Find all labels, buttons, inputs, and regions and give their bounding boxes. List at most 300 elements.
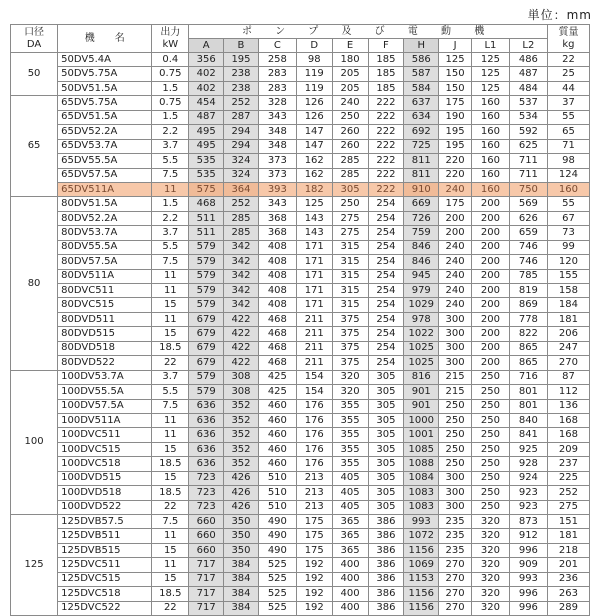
output-cell: 5.5 <box>152 240 189 254</box>
dim-h-cell: 1072 <box>404 529 439 543</box>
mass-cell: 218 <box>547 543 589 557</box>
dim-l2-cell: 912 <box>509 529 547 543</box>
dim-c-cell: 460 <box>258 413 296 427</box>
dim-j-cell: 300 <box>439 500 472 514</box>
dim-l1-cell: 200 <box>471 269 509 283</box>
output-cell: 18.5 <box>152 341 189 355</box>
dim-f-cell: 305 <box>368 442 404 456</box>
dim-b-cell: 426 <box>224 500 259 514</box>
dim-l1-cell: 200 <box>471 197 509 211</box>
dim-b-cell: 426 <box>224 471 259 485</box>
dim-h-cell: 979 <box>404 284 439 298</box>
dim-h-cell: 1153 <box>404 572 439 586</box>
dim-b-cell: 285 <box>224 211 259 225</box>
dim-h-cell: 1084 <box>404 471 439 485</box>
dim-e-cell: 405 <box>332 500 368 514</box>
dim-f-cell: 222 <box>368 125 404 139</box>
dim-c-cell: 460 <box>258 399 296 413</box>
dim-c-cell: 468 <box>258 312 296 326</box>
dim-a-cell: 579 <box>189 370 224 384</box>
diameter-cell: 50 <box>11 53 58 96</box>
dim-b-cell: 422 <box>224 356 259 370</box>
dim-d-cell: 143 <box>296 226 332 240</box>
dim-d-cell: 213 <box>296 471 332 485</box>
dim-a-cell: 679 <box>189 341 224 355</box>
dim-a-cell: 717 <box>189 572 224 586</box>
dim-l2-cell: 626 <box>509 211 547 225</box>
dim-l2-cell: 592 <box>509 125 547 139</box>
table-row <box>11 457 590 471</box>
dim-l1-cell: 125 <box>471 81 509 95</box>
model-cell: 65DV53.7A <box>58 139 152 153</box>
mass-cell: 25 <box>547 67 589 81</box>
header-output-unit: kW <box>162 38 179 50</box>
dim-h-cell: 1156 <box>404 543 439 557</box>
mass-cell: 55 <box>547 197 589 211</box>
table-row <box>11 500 590 514</box>
dim-e-cell: 315 <box>332 255 368 269</box>
dim-h-cell: 726 <box>404 211 439 225</box>
dim-e-cell: 240 <box>332 96 368 110</box>
dim-a-cell: 579 <box>189 385 224 399</box>
header-col-h: H <box>404 39 439 53</box>
dim-e-cell: 400 <box>332 587 368 601</box>
dim-a-cell: 468 <box>189 197 224 211</box>
dim-b-cell: 422 <box>224 341 259 355</box>
dim-j-cell: 300 <box>439 486 472 500</box>
dim-b-cell: 352 <box>224 457 259 471</box>
dim-c-cell: 258 <box>258 53 296 67</box>
dim-l2-cell: 923 <box>509 486 547 500</box>
dim-e-cell: 285 <box>332 168 368 182</box>
dim-b-cell: 252 <box>224 96 259 110</box>
dim-l1-cell: 200 <box>471 240 509 254</box>
dim-l2-cell: 801 <box>509 385 547 399</box>
table-row <box>11 341 590 355</box>
dim-b-cell: 384 <box>224 572 259 586</box>
table-row <box>11 486 590 500</box>
dim-d-cell: 125 <box>296 197 332 211</box>
header-col-j: J <box>439 39 472 53</box>
dim-b-cell: 352 <box>224 399 259 413</box>
table-row <box>11 385 590 399</box>
output-cell: 0.75 <box>152 96 189 110</box>
output-cell: 11 <box>152 428 189 442</box>
dim-a-cell: 679 <box>189 356 224 370</box>
dim-f-cell: 386 <box>368 601 404 615</box>
model-cell: 125DVB57.5 <box>58 515 152 529</box>
dim-c-cell: 408 <box>258 269 296 283</box>
dim-l1-cell: 320 <box>471 558 509 572</box>
dim-f-cell: 254 <box>368 284 404 298</box>
dim-j-cell: 150 <box>439 67 472 81</box>
dim-d-cell: 211 <box>296 327 332 341</box>
dim-l1-cell: 200 <box>471 284 509 298</box>
dim-a-cell: 660 <box>189 515 224 529</box>
header-col-b: B <box>224 39 259 53</box>
dim-j-cell: 240 <box>439 269 472 283</box>
dim-c-cell: 373 <box>258 154 296 168</box>
dim-l1-cell: 160 <box>471 110 509 124</box>
dim-f-cell: 386 <box>368 572 404 586</box>
dim-f-cell: 305 <box>368 486 404 500</box>
dim-a-cell: 535 <box>189 154 224 168</box>
dim-b-cell: 384 <box>224 558 259 572</box>
mass-cell: 270 <box>547 356 589 370</box>
dim-c-cell: 425 <box>258 370 296 384</box>
dim-d-cell: 213 <box>296 486 332 500</box>
dim-h-cell: 1025 <box>404 356 439 370</box>
dim-l1-cell: 250 <box>471 428 509 442</box>
dim-f-cell: 254 <box>368 327 404 341</box>
dim-l2-cell: 537 <box>509 96 547 110</box>
mass-cell: 236 <box>547 572 589 586</box>
dim-e-cell: 405 <box>332 486 368 500</box>
dim-j-cell: 240 <box>439 284 472 298</box>
dim-c-cell: 393 <box>258 182 296 196</box>
model-cell: 80DV53.7A <box>58 226 152 240</box>
dim-h-cell: 811 <box>404 168 439 182</box>
dim-b-cell: 238 <box>224 67 259 81</box>
dim-f-cell: 305 <box>368 385 404 399</box>
dim-l1-cell: 320 <box>471 587 509 601</box>
mass-cell: 225 <box>547 471 589 485</box>
model-cell: 100DV53.7A <box>58 370 152 384</box>
dim-h-cell: 1083 <box>404 486 439 500</box>
dim-d-cell: 154 <box>296 385 332 399</box>
dim-j-cell: 300 <box>439 356 472 370</box>
dim-e-cell: 405 <box>332 471 368 485</box>
dim-l1-cell: 320 <box>471 601 509 615</box>
table-row <box>11 529 590 543</box>
dim-b-cell: 426 <box>224 486 259 500</box>
dim-j-cell: 300 <box>439 471 472 485</box>
dim-b-cell: 350 <box>224 529 259 543</box>
dim-a-cell: 511 <box>189 226 224 240</box>
dim-j-cell: 240 <box>439 298 472 312</box>
unit-label: 単位：mm <box>527 8 592 22</box>
dim-a-cell: 579 <box>189 298 224 312</box>
header-mass <box>547 25 589 53</box>
header-diameter <box>11 25 58 53</box>
dim-l1-cell: 200 <box>471 312 509 326</box>
output-cell: 1.5 <box>152 197 189 211</box>
table-row <box>11 139 590 153</box>
dim-c-cell: 510 <box>258 486 296 500</box>
dim-l2-cell: 746 <box>509 255 547 269</box>
dim-b-cell: 285 <box>224 226 259 240</box>
output-cell: 5.5 <box>152 154 189 168</box>
table-row <box>11 168 590 182</box>
model-cell: 125DVB515 <box>58 543 152 557</box>
dim-d-cell: 171 <box>296 284 332 298</box>
dim-d-cell: 171 <box>296 255 332 269</box>
dim-b-cell: 352 <box>224 442 259 456</box>
dim-c-cell: 425 <box>258 385 296 399</box>
dim-h-cell: 993 <box>404 515 439 529</box>
dim-h-cell: 1025 <box>404 341 439 355</box>
dim-f-cell: 222 <box>368 182 404 196</box>
dim-c-cell: 510 <box>258 471 296 485</box>
output-cell: 11 <box>152 558 189 572</box>
mass-cell: 263 <box>547 587 589 601</box>
dim-l1-cell: 320 <box>471 543 509 557</box>
mass-cell: 252 <box>547 486 589 500</box>
dim-c-cell: 348 <box>258 139 296 153</box>
model-cell: 100DV57.5A <box>58 399 152 413</box>
model-cell: 100DVD515 <box>58 471 152 485</box>
model-cell: 100DVC518 <box>58 457 152 471</box>
dim-l2-cell: 865 <box>509 341 547 355</box>
dim-l1-cell: 250 <box>471 486 509 500</box>
table-row <box>11 269 590 283</box>
dim-f-cell: 254 <box>368 240 404 254</box>
table-row <box>11 197 590 211</box>
dim-d-cell: 176 <box>296 428 332 442</box>
dim-l1-cell: 250 <box>471 413 509 427</box>
dim-d-cell: 171 <box>296 240 332 254</box>
dim-l2-cell: 925 <box>509 442 547 456</box>
table-row <box>11 96 590 110</box>
mass-cell: 87 <box>547 370 589 384</box>
output-cell: 18.5 <box>152 457 189 471</box>
dim-h-cell: 669 <box>404 197 439 211</box>
dim-j-cell: 270 <box>439 558 472 572</box>
dim-j-cell: 235 <box>439 529 472 543</box>
dim-e-cell: 275 <box>332 211 368 225</box>
dim-j-cell: 250 <box>439 399 472 413</box>
dim-j-cell: 200 <box>439 211 472 225</box>
dim-f-cell: 254 <box>368 255 404 269</box>
header-diameter-jp: 口径 <box>24 26 45 38</box>
dim-l1-cell: 125 <box>471 67 509 81</box>
header-col-a: A <box>189 39 224 53</box>
output-cell: 5.5 <box>152 385 189 399</box>
dim-j-cell: 215 <box>439 370 472 384</box>
dim-f-cell: 222 <box>368 168 404 182</box>
dim-l2-cell: 716 <box>509 370 547 384</box>
dim-c-cell: 510 <box>258 500 296 514</box>
output-cell: 18.5 <box>152 587 189 601</box>
dim-c-cell: 460 <box>258 442 296 456</box>
dim-j-cell: 240 <box>439 182 472 196</box>
output-cell: 11 <box>152 312 189 326</box>
output-cell: 1.5 <box>152 110 189 124</box>
table-row <box>11 471 590 485</box>
dim-a-cell: 723 <box>189 500 224 514</box>
dim-h-cell: 901 <box>404 399 439 413</box>
dim-a-cell: 575 <box>189 182 224 196</box>
output-cell: 22 <box>152 601 189 615</box>
table-row <box>11 226 590 240</box>
dim-l2-cell: 822 <box>509 327 547 341</box>
table-row <box>11 370 590 384</box>
model-cell: 65DV5.75A <box>58 96 152 110</box>
dim-e-cell: 315 <box>332 298 368 312</box>
dim-a-cell: 579 <box>189 255 224 269</box>
mass-cell: 112 <box>547 385 589 399</box>
output-cell: 7.5 <box>152 399 189 413</box>
dim-j-cell: 270 <box>439 572 472 586</box>
table-row <box>11 284 590 298</box>
mass-cell: 55 <box>547 110 589 124</box>
dim-b-cell: 324 <box>224 168 259 182</box>
header-pump-motor-group: ポ ン プ 及 び 電 動 機 <box>189 25 548 39</box>
dim-l1-cell: 320 <box>471 572 509 586</box>
dim-h-cell: 587 <box>404 67 439 81</box>
dim-e-cell: 400 <box>332 558 368 572</box>
output-cell: 15 <box>152 327 189 341</box>
diameter-cell: 80 <box>11 197 58 370</box>
table-row <box>11 587 590 601</box>
output-cell: 15 <box>152 543 189 557</box>
mass-cell: 98 <box>547 154 589 168</box>
dim-a-cell: 660 <box>189 543 224 557</box>
dim-f-cell: 254 <box>368 298 404 312</box>
dim-j-cell: 240 <box>439 255 472 269</box>
dim-f-cell: 305 <box>368 500 404 514</box>
dim-d-cell: 211 <box>296 312 332 326</box>
dim-c-cell: 525 <box>258 572 296 586</box>
dim-j-cell: 195 <box>439 125 472 139</box>
dim-f-cell: 386 <box>368 515 404 529</box>
dim-f-cell: 305 <box>368 457 404 471</box>
dim-h-cell: 811 <box>404 154 439 168</box>
dim-b-cell: 195 <box>224 53 259 67</box>
header-output <box>152 25 189 53</box>
dim-e-cell: 260 <box>332 125 368 139</box>
dim-d-cell: 143 <box>296 211 332 225</box>
dim-b-cell: 308 <box>224 385 259 399</box>
dim-l2-cell: 484 <box>509 81 547 95</box>
dim-j-cell: 235 <box>439 515 472 529</box>
dim-a-cell: 636 <box>189 457 224 471</box>
dim-c-cell: 525 <box>258 558 296 572</box>
model-cell: 125DVC511 <box>58 558 152 572</box>
dim-j-cell: 175 <box>439 197 472 211</box>
dim-h-cell: 1156 <box>404 601 439 615</box>
dim-l2-cell: 840 <box>509 413 547 427</box>
output-cell: 0.75 <box>152 67 189 81</box>
dim-c-cell: 468 <box>258 327 296 341</box>
dim-a-cell: 636 <box>189 399 224 413</box>
table-row <box>11 240 590 254</box>
dim-c-cell: 468 <box>258 341 296 355</box>
dim-j-cell: 175 <box>439 96 472 110</box>
dim-b-cell: 350 <box>224 543 259 557</box>
dim-l1-cell: 320 <box>471 529 509 543</box>
output-cell: 0.4 <box>152 53 189 67</box>
dim-e-cell: 260 <box>332 139 368 153</box>
dim-d-cell: 162 <box>296 154 332 168</box>
dim-h-cell: 978 <box>404 312 439 326</box>
dim-f-cell: 305 <box>368 428 404 442</box>
table-row <box>11 298 590 312</box>
dim-f-cell: 222 <box>368 154 404 168</box>
dim-l2-cell: 865 <box>509 356 547 370</box>
dim-l1-cell: 320 <box>471 515 509 529</box>
dim-f-cell: 254 <box>368 211 404 225</box>
dim-l1-cell: 200 <box>471 341 509 355</box>
dim-h-cell: 846 <box>404 255 439 269</box>
mass-cell: 201 <box>547 558 589 572</box>
dim-l1-cell: 250 <box>471 399 509 413</box>
dim-h-cell: 584 <box>404 81 439 95</box>
dim-c-cell: 490 <box>258 515 296 529</box>
output-cell: 22 <box>152 500 189 514</box>
dim-d-cell: 176 <box>296 457 332 471</box>
mass-cell: 67 <box>547 211 589 225</box>
dim-l2-cell: 996 <box>509 587 547 601</box>
output-cell: 15 <box>152 471 189 485</box>
header-col-c: C <box>258 39 296 53</box>
dim-h-cell: 1083 <box>404 500 439 514</box>
dim-h-cell: 846 <box>404 240 439 254</box>
dim-b-cell: 352 <box>224 428 259 442</box>
dim-l2-cell: 993 <box>509 572 547 586</box>
dim-c-cell: 408 <box>258 298 296 312</box>
dim-b-cell: 342 <box>224 240 259 254</box>
dim-f-cell: 185 <box>368 81 404 95</box>
dim-j-cell: 215 <box>439 385 472 399</box>
table-row <box>11 558 590 572</box>
dim-e-cell: 365 <box>332 543 368 557</box>
dim-c-cell: 468 <box>258 356 296 370</box>
model-cell: 50DV51.5A <box>58 81 152 95</box>
dim-j-cell: 235 <box>439 543 472 557</box>
dim-l1-cell: 160 <box>471 154 509 168</box>
dim-l1-cell: 160 <box>471 125 509 139</box>
dim-e-cell: 250 <box>332 110 368 124</box>
dim-b-cell: 384 <box>224 601 259 615</box>
dim-a-cell: 717 <box>189 601 224 615</box>
dim-e-cell: 315 <box>332 269 368 283</box>
dim-j-cell: 270 <box>439 587 472 601</box>
dim-e-cell: 320 <box>332 385 368 399</box>
dim-b-cell: 342 <box>224 255 259 269</box>
dim-d-cell: 171 <box>296 298 332 312</box>
dim-a-cell: 679 <box>189 327 224 341</box>
dim-d-cell: 211 <box>296 341 332 355</box>
dim-a-cell: 660 <box>189 529 224 543</box>
diameter-cell: 65 <box>11 96 58 197</box>
dim-j-cell: 270 <box>439 601 472 615</box>
mass-cell: 124 <box>547 168 589 182</box>
dim-l1-cell: 250 <box>471 385 509 399</box>
dim-c-cell: 525 <box>258 587 296 601</box>
dim-j-cell: 300 <box>439 312 472 326</box>
dim-h-cell: 1001 <box>404 428 439 442</box>
dim-e-cell: 355 <box>332 442 368 456</box>
dim-l2-cell: 819 <box>509 284 547 298</box>
dim-e-cell: 355 <box>332 399 368 413</box>
dim-f-cell: 254 <box>368 269 404 283</box>
dim-a-cell: 402 <box>189 81 224 95</box>
header-col-f: F <box>368 39 404 53</box>
dim-h-cell: 910 <box>404 182 439 196</box>
dim-j-cell: 150 <box>439 81 472 95</box>
dim-a-cell: 511 <box>189 211 224 225</box>
dim-b-cell: 342 <box>224 284 259 298</box>
model-cell: 125DVB511 <box>58 529 152 543</box>
dim-c-cell: 490 <box>258 543 296 557</box>
dim-l1-cell: 250 <box>471 471 509 485</box>
dim-c-cell: 408 <box>258 255 296 269</box>
dim-d-cell: 119 <box>296 81 332 95</box>
dim-a-cell: 402 <box>189 67 224 81</box>
dim-d-cell: 176 <box>296 413 332 427</box>
model-cell: 65DV57.5A <box>58 168 152 182</box>
